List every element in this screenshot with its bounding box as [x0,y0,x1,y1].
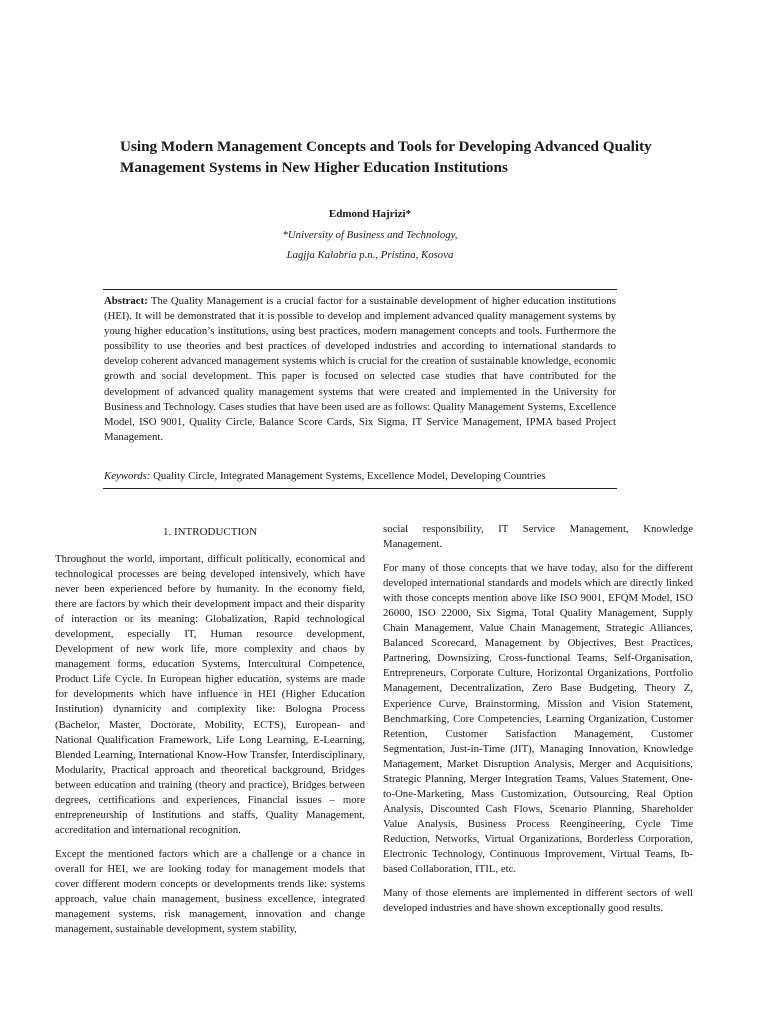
abstract-top-rule [103,289,617,290]
intro-paragraph-4: For many of those concepts that we have today, also for the different developed international standards and models which are directly linked with those concepts mention above like ISO 9001, EFQM Model, ISO 26000, ISO 22000, Six Sigma, Total Quality Management, Supply Chain Management, Value Chain Management, Strategic Alliances, Balanced Scorecard, Management by Objectives, Best Practices, Partnering, Downsizing, Cross-functional Teams, Self-Organisation, Entrepreneurs, Corporate Culture, Horizontal Organizations, Portfolio Management, Decentralization, Zero Base Budgeting, Theory Z, Experience Curve, Brainstorming, Mission and Vision Statement, Benchmarking, Core Competencies, Learning Organization, Customer Retention, Customer Satisfaction Management, Customer Segmentation, Just-in-Time (JIT), Managing Innovation, Knowledge Management, Market Disruption Analysis, Merger and Acquisitions, Strategic Planning, Merger Integration Teams, Values Statement, One-to-One-Marketing, Mass Customization, Outsourcing, Real Option Analysis, Discounted Cash Flows, Scenario Planning, Shareholder Value Analysis, Business Process Reengineering, Cycle Time Reduction, Networks, Virtual Organizations, Borderless Corporation, Electronic Technology, Continuous Improvement, Virtual Teams, Ib-based Collaboration, ITIL, etc. [383,562,693,876]
intro-paragraph-1: Throughout the world, important, difficult politically, economical and technological processes are being developed intensively, which have never been experienced before by humanity. In the economy field, there are factors by which their development impact and their disparity of interaction or its meaning: Globalization, Rapid technological development, especially IT, Human resource development, Development of new work life, more complexity and chaos by management forms, education Systems, Intercultural Competence, Product Life Cycle. In European higher education, systems are made for developments which have influence in HEI (Higher Education Institution) dynamicity and complexity like: Bologna Process (Bachelor, Master, Doctorate, Mobility, ECTS), European- and National Qualification Framework, Life Long Learning, E-Learning, Blended Learning, International Know-How Transfer, Interdisciplinary, Modularity, Practical approach and theoretical background, Bridges between education and training (theory and practice), Bridges between degrees, certifications and experiences, Financial issues – more entrepreneurship of Institutions and staffs, Quality Management, accreditation and international recognition. [55,553,365,836]
section-heading-introduction: 1. INTRODUCTION [162,526,258,538]
author-affiliation-address: Lagjja Kalabria p.n., Pristina, Kosova [286,249,454,261]
abstract-bottom-rule [103,488,617,489]
paper-title: Using Modern Management Concepts and Tools for Developing Advanced Quality Management Systems in New Higher Education Institutions [120,138,652,176]
author-name: Edmond Hajrizi* [328,208,412,220]
intro-paragraph-5: Many of those elements are implemented in different sectors of well developed industries and have shown exceptionally good results. [383,887,693,915]
author-affiliation-institution: *University of Business and Technology, [282,229,458,241]
intro-paragraph-2: Except the mentioned factors which are a challenge or a chance in overall for HEI, we are looking today for management models that cover different modern concepts or developments trends like: systems approach, value chain management, business excellence, integrated management systems, risk management, innovation and change management, sustainable development, system stability, [55,847,365,936]
left-column [55,522,365,946]
abstract-text: The Quality Management is a crucial factor for a sustainable development of higher education institutions (HEI). It will be demonstrated that it is possible to develop and implement advanced quality management systems by young higher education’s institutions, using best practices, modern management concepts and tools. Furthermore the possibility to use theories and best practices of developed industries and according to international standards to develop coherent advanced management systems which is crucial for the creation of sustainable knowledge, economic growth and social development. This paper is focused on selected case studies that have contributed for the development of advanced quality management systems that were created and implemented in the University for Business and Technology. Cases studies that have been used are as follows: Quality Management Systems, Excellence Model, ISO 9001, Quality Circle, Balance Score Cards, Six Sigma, IT Service Management, IPMA based Project Management. [104,295,616,443]
abstract [104,294,616,445]
keywords [104,469,616,484]
right-column [383,522,693,925]
intro-paragraph-3: social responsibility, IT Service Management, Knowledge Management. [383,523,693,551]
keywords-text: Quality Circle, Integrated Management Systems, Excellence Model, Developing Countries [153,470,546,482]
keywords-label: Keywords: [104,470,151,482]
abstract-label: Abstract: [104,295,148,307]
